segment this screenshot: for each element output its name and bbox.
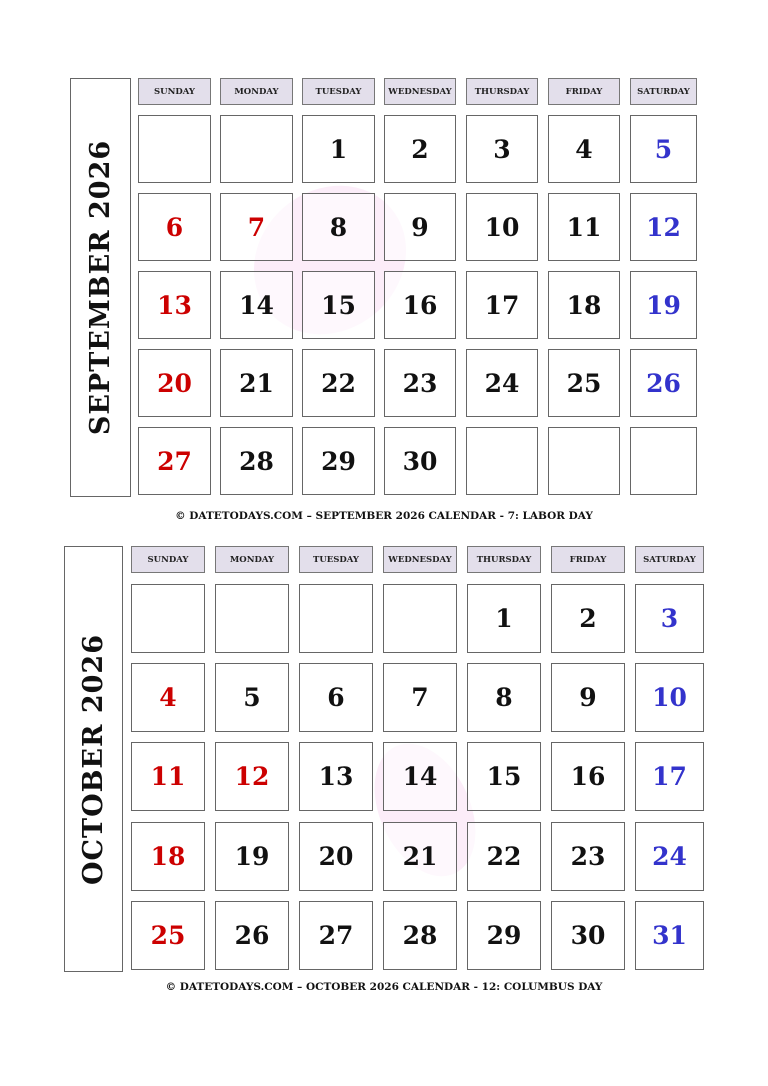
day-cell: 18 — [548, 271, 620, 339]
day-cell: 30 — [384, 427, 456, 495]
weekday-header: TUESDAY — [302, 78, 375, 105]
day-cell: 9 — [384, 193, 456, 261]
day-cell: 6 — [138, 193, 211, 261]
day-cell: 27 — [138, 427, 211, 495]
day-cell: 20 — [299, 822, 373, 891]
day-cell: 14 — [220, 271, 293, 339]
day-cell: 11 — [548, 193, 620, 261]
empty-day-cell — [548, 427, 620, 495]
day-cell: 7 — [383, 663, 457, 732]
day-cell: 7 — [220, 193, 293, 261]
day-cell: 29 — [302, 427, 375, 495]
day-cell: 4 — [548, 115, 620, 183]
day-cell: 8 — [302, 193, 375, 261]
weekday-header: WEDNESDAY — [384, 78, 456, 105]
day-cell: 3 — [635, 584, 704, 653]
day-cell: 18 — [131, 822, 205, 891]
weekday-header: MONDAY — [215, 546, 289, 573]
calendar-footer: © DATETODAYS.COM – OCTOBER 2026 CALENDAR - 12: COLUMBUS DAY — [165, 981, 603, 993]
weekday-header: SUNDAY — [138, 78, 211, 105]
day-cell: 23 — [551, 822, 625, 891]
day-cell: 26 — [630, 349, 697, 417]
day-cell: 25 — [131, 901, 205, 970]
day-cell: 30 — [551, 901, 625, 970]
day-cell: 21 — [383, 822, 457, 891]
day-cell: 16 — [384, 271, 456, 339]
month-title-box — [64, 546, 123, 972]
day-cell: 15 — [467, 742, 541, 811]
day-cell: 13 — [299, 742, 373, 811]
day-cell: 2 — [551, 584, 625, 653]
day-cell: 26 — [215, 901, 289, 970]
weekday-header: MONDAY — [220, 78, 293, 105]
weekday-header: SUNDAY — [131, 546, 205, 573]
day-cell: 5 — [215, 663, 289, 732]
empty-day-cell — [215, 584, 289, 653]
weekday-header: SATURDAY — [630, 78, 697, 105]
empty-day-cell — [220, 115, 293, 183]
empty-day-cell — [383, 584, 457, 653]
day-cell: 6 — [299, 663, 373, 732]
day-cell: 11 — [131, 742, 205, 811]
day-cell: 4 — [131, 663, 205, 732]
day-cell: 12 — [630, 193, 697, 261]
day-cell: 10 — [466, 193, 538, 261]
weekday-header: THURSDAY — [467, 546, 541, 573]
day-cell: 25 — [548, 349, 620, 417]
day-cell: 9 — [551, 663, 625, 732]
day-cell: 17 — [466, 271, 538, 339]
day-cell: 10 — [635, 663, 704, 732]
empty-day-cell — [630, 427, 697, 495]
day-cell: 22 — [467, 822, 541, 891]
day-cell: 24 — [466, 349, 538, 417]
day-cell: 22 — [302, 349, 375, 417]
day-cell: 24 — [635, 822, 704, 891]
day-cell: 19 — [630, 271, 697, 339]
day-cell: 17 — [635, 742, 704, 811]
day-cell: 15 — [302, 271, 375, 339]
weekday-header: FRIDAY — [551, 546, 625, 573]
day-cell: 1 — [467, 584, 541, 653]
day-cell: 31 — [635, 901, 704, 970]
day-cell: 23 — [384, 349, 456, 417]
day-cell: 28 — [220, 427, 293, 495]
day-cell: 12 — [215, 742, 289, 811]
weekday-header: THURSDAY — [466, 78, 538, 105]
empty-day-cell — [138, 115, 211, 183]
day-cell: 27 — [299, 901, 373, 970]
weekday-header: SATURDAY — [635, 546, 704, 573]
day-cell: 3 — [466, 115, 538, 183]
month-title-box — [70, 78, 131, 497]
day-cell: 21 — [220, 349, 293, 417]
day-cell: 14 — [383, 742, 457, 811]
weekday-header: TUESDAY — [299, 546, 373, 573]
month-title: SEPTEMBER 2026 — [85, 139, 117, 436]
empty-day-cell — [466, 427, 538, 495]
empty-day-cell — [299, 584, 373, 653]
day-cell: 19 — [215, 822, 289, 891]
day-cell: 5 — [630, 115, 697, 183]
day-cell: 2 — [384, 115, 456, 183]
day-cell: 20 — [138, 349, 211, 417]
day-cell: 8 — [467, 663, 541, 732]
month-title: OCTOBER 2026 — [78, 633, 110, 885]
day-cell: 1 — [302, 115, 375, 183]
day-cell: 16 — [551, 742, 625, 811]
day-cell: 28 — [383, 901, 457, 970]
empty-day-cell — [131, 584, 205, 653]
day-cell: 13 — [138, 271, 211, 339]
day-cell: 29 — [467, 901, 541, 970]
calendar-footer: © DATETODAYS.COM – SEPTEMBER 2026 CALENDAR - 7: LABOR DAY — [175, 510, 593, 522]
weekday-header: WEDNESDAY — [383, 546, 457, 573]
weekday-header: FRIDAY — [548, 78, 620, 105]
